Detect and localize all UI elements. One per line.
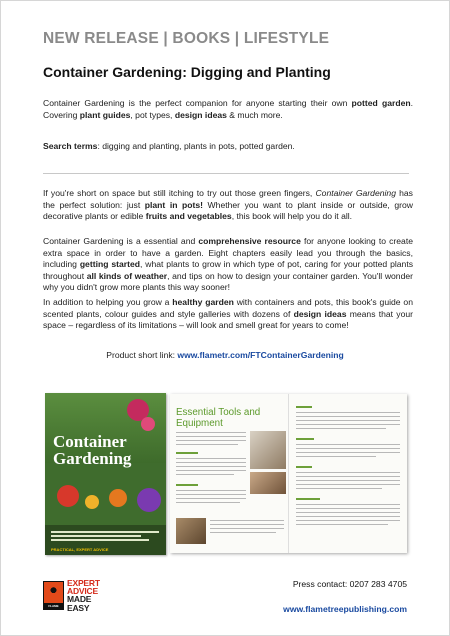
spread-photo-gloves [250, 431, 286, 469]
page-title: Container Gardening: Digging and Planting [43, 64, 331, 80]
cover-title-line-1: Container [53, 432, 127, 451]
press-contact: Press contact: 0207 283 4705 [292, 579, 407, 589]
spread-photo-tools [250, 472, 286, 494]
search-terms: Search terms: digging and planting, plants in pots, potted garden. [43, 141, 295, 151]
product-short-link: Product short link: www.flametr.com/FTContainerGardening [106, 350, 344, 360]
intro-paragraph: Container Gardening is the perfect companion for anyone starting their own potted garden. Covering plant guides, pot types, design ideas & much more. [43, 98, 414, 120]
body-paragraph-1: If you're short on space but still itching to try out those green fingers, Container Gardening has the perfect solution: just plant in pots! Whether you want to plant inside or outside, grow decorative plants or edible fruits and vegetables, this book will help you do it all. [43, 188, 413, 222]
cover-tagline: PRACTICAL, EXPERT ADVICE [51, 547, 109, 552]
body-paragraph-3: In addition to helping you grow a healthy garden with containers and pots, this book's guide on scented plants, colour guides and style galleries with dozens of design ideas means that your space – regardless of its limitations – will look and smell great for years to come! [43, 297, 414, 331]
publisher-website-link[interactable]: www.flametreepublishing.com [283, 604, 407, 614]
flame-tree-logo-icon: FLAME TREE [43, 581, 64, 610]
cover-title-line-2: Gardening [53, 449, 132, 468]
book-cover-image [45, 393, 166, 555]
footer-tagline: EXPERT ADVICE MADE EASY [67, 578, 100, 613]
book-spread-image [170, 394, 407, 553]
body-paragraph-2: Container Gardening is a essential and comprehensive resource for anyone looking to create extra space in order to have a garden. Eight chapters easily lead you through the basics, including getting started, what plants to grow in which type of pot, caring for your potted plants throughout all kinds of weather, and tips on how to design your container garden. You'll wonder why you didn't grow more plants this way sooner! [43, 236, 414, 293]
spread-photo-pots [176, 518, 206, 544]
category-banner: NEW RELEASE | BOOKS | LIFESTYLE [43, 30, 330, 47]
section-divider [43, 173, 409, 174]
short-link-url[interactable]: www.flametr.com/FTContainerGardening [177, 350, 344, 360]
spread-heading: Essential Tools and Equipment [176, 407, 261, 429]
